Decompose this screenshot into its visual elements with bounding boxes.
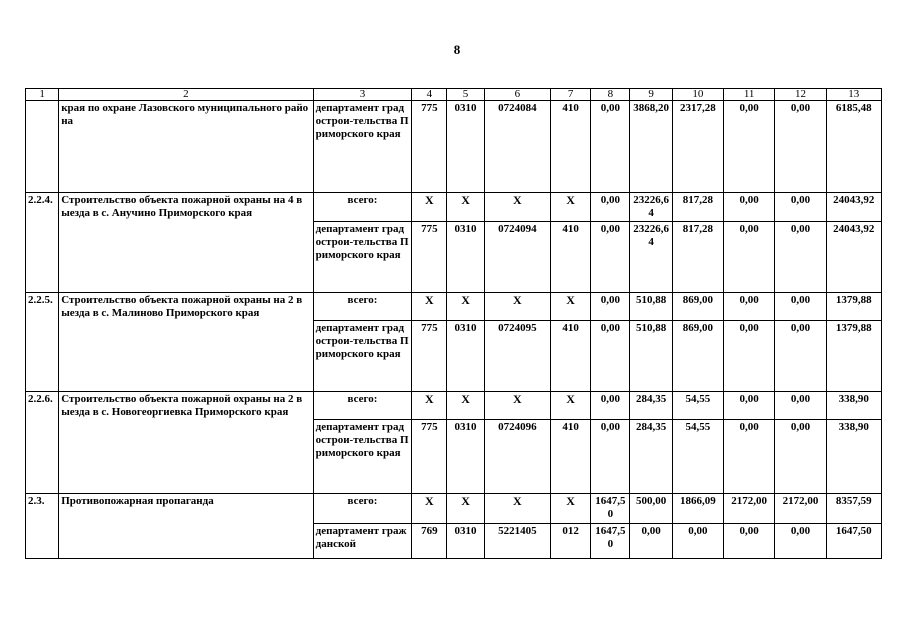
cell-x: X [412, 494, 447, 524]
cell-value: 23226,64 [630, 193, 672, 222]
row-number: 2.3. [26, 494, 59, 559]
total-label: всего: [313, 293, 412, 321]
cell-value: 0,00 [672, 524, 723, 559]
cell-x: X [412, 293, 447, 321]
header-cell: 4 [412, 89, 447, 101]
cell-value: 6185,48 [826, 101, 881, 193]
cell-value: 1647,50 [591, 494, 630, 524]
cell-csr: 0724084 [484, 101, 550, 193]
cell-value: 24043,92 [826, 222, 881, 293]
executor: департамент градострои-тельства Приморского края [313, 101, 412, 193]
cell-csr: 5221405 [484, 524, 550, 559]
cell-value: 0,00 [775, 420, 826, 494]
cell-x: X [412, 392, 447, 420]
header-row [26, 89, 882, 101]
cell-value: 1379,88 [826, 293, 881, 321]
cell-value: 3868,20 [630, 101, 672, 193]
cell-value: 0,00 [591, 101, 630, 193]
cell-value: 510,88 [630, 321, 672, 392]
total-label: всего: [313, 392, 412, 420]
row-name: края по охране Лазовского муниципального района [59, 101, 313, 193]
cell-vr: 410 [551, 420, 591, 494]
cell-value: 1647,50 [826, 524, 881, 559]
cell-value: 338,90 [826, 420, 881, 494]
executor: департамент градострои-тельства Приморского края [313, 420, 412, 494]
cell-value: 0,00 [775, 193, 826, 222]
budget-table [25, 88, 882, 559]
cell-x: X [447, 193, 484, 222]
cell-grbs: 775 [412, 321, 447, 392]
table-row-total [26, 293, 882, 321]
cell-value: 500,00 [630, 494, 672, 524]
page-number: 8 [453, 42, 461, 57]
cell-vr: 410 [551, 222, 591, 293]
cell-value: 817,28 [672, 193, 723, 222]
cell-value: 0,00 [724, 392, 775, 420]
row-name: Строительство объекта пожарной охраны на 4 выезда в с. Анучино Приморского края [59, 193, 313, 293]
header-cell: 2 [59, 89, 313, 101]
cell-grbs: 769 [412, 524, 447, 559]
cell-csr: 0724095 [484, 321, 550, 392]
cell-x: X [551, 293, 591, 321]
header-cell: 12 [775, 89, 826, 101]
cell-value: 0,00 [591, 392, 630, 420]
cell-csr: 0724096 [484, 420, 550, 494]
header-cell: 1 [26, 89, 59, 101]
cell-value: 24043,92 [826, 193, 881, 222]
executor: департамент градострои-тельства Приморского края [313, 321, 412, 392]
cell-value: 1866,09 [672, 494, 723, 524]
cell-value: 0,00 [591, 193, 630, 222]
cell-x: X [551, 193, 591, 222]
executor: департамент градострои-тельства Приморского края [313, 222, 412, 293]
cell-value: 869,00 [672, 321, 723, 392]
cell-vr: 410 [551, 321, 591, 392]
cell-grbs: 775 [412, 222, 447, 293]
cell-value: 869,00 [672, 293, 723, 321]
cell-value: 338,90 [826, 392, 881, 420]
cell-x: X [484, 293, 550, 321]
cell-value: 2172,00 [724, 494, 775, 524]
cell-value: 0,00 [775, 222, 826, 293]
cell-value: 0,00 [724, 101, 775, 193]
cell-value: 0,00 [591, 321, 630, 392]
cell-value: 0,00 [724, 420, 775, 494]
table-row-total [26, 392, 882, 420]
header-cell: 8 [591, 89, 630, 101]
cell-rzpr: 0310 [447, 321, 484, 392]
cell-value: 0,00 [591, 420, 630, 494]
cell-value: 54,55 [672, 420, 723, 494]
cell-grbs: 775 [412, 420, 447, 494]
cell-value: 0,00 [724, 222, 775, 293]
cell-rzpr: 0310 [447, 101, 484, 193]
row-number: 2.2.5. [26, 293, 59, 392]
cell-x: X [484, 193, 550, 222]
cell-vr: 012 [551, 524, 591, 559]
executor: департамент гражданской [313, 524, 412, 559]
cell-x: X [551, 392, 591, 420]
cell-value: 0,00 [775, 392, 826, 420]
table-row-total [26, 494, 882, 524]
cell-value: 1379,88 [826, 321, 881, 392]
row-name: Строительство объекта пожарной охраны на 2 выезда в с. Малиново Приморского края [59, 293, 313, 392]
cell-x: X [484, 392, 550, 420]
cell-value: 0,00 [775, 293, 826, 321]
row-name: Строительство объекта пожарной охраны на 2 выезда в с. Новогеоргиевка Приморского края [59, 392, 313, 494]
cell-value: 0,00 [724, 193, 775, 222]
cell-value: 284,35 [630, 420, 672, 494]
cell-value: 0,00 [724, 293, 775, 321]
header-cell: 13 [826, 89, 881, 101]
cell-vr: 410 [551, 101, 591, 193]
header-cell: 9 [630, 89, 672, 101]
cell-value: 817,28 [672, 222, 723, 293]
cell-x: X [484, 494, 550, 524]
cell-value: 0,00 [775, 101, 826, 193]
cell-value: 0,00 [775, 321, 826, 392]
cell-value: 510,88 [630, 293, 672, 321]
cell-value: 2317,28 [672, 101, 723, 193]
cell-csr: 0724094 [484, 222, 550, 293]
table-row-total [26, 193, 882, 222]
cell-rzpr: 0310 [447, 524, 484, 559]
header-cell: 3 [313, 89, 412, 101]
cell-value: 23226,64 [630, 222, 672, 293]
cell-value: 284,35 [630, 392, 672, 420]
cell-x: X [412, 193, 447, 222]
cell-x: X [447, 494, 484, 524]
cell-rzpr: 0310 [447, 222, 484, 293]
cell-x: X [447, 392, 484, 420]
total-label: всего: [313, 193, 412, 222]
cell-value: 0,00 [630, 524, 672, 559]
cell-value: 8357,59 [826, 494, 881, 524]
row-name: Противопожарная пропаганда [59, 494, 313, 559]
header-cell: 11 [724, 89, 775, 101]
cell-value: 0,00 [591, 293, 630, 321]
cell-value: 0,00 [724, 321, 775, 392]
header-cell: 5 [447, 89, 484, 101]
cell-value: 2172,00 [775, 494, 826, 524]
cell-rzpr: 0310 [447, 420, 484, 494]
row-number: 2.2.6. [26, 392, 59, 494]
cell-value: 1647,50 [591, 524, 630, 559]
total-label: всего: [313, 494, 412, 524]
cell-value: 0,00 [775, 524, 826, 559]
cell-x: X [551, 494, 591, 524]
cell-value: 0,00 [591, 222, 630, 293]
table-row [26, 101, 882, 193]
cell-value: 0,00 [724, 524, 775, 559]
header-cell: 7 [551, 89, 591, 101]
row-number: 2.2.4. [26, 193, 59, 293]
cell-x: X [447, 293, 484, 321]
header-cell: 10 [672, 89, 723, 101]
row-number [26, 101, 59, 193]
cell-value: 54,55 [672, 392, 723, 420]
header-cell: 6 [484, 89, 550, 101]
cell-grbs: 775 [412, 101, 447, 193]
